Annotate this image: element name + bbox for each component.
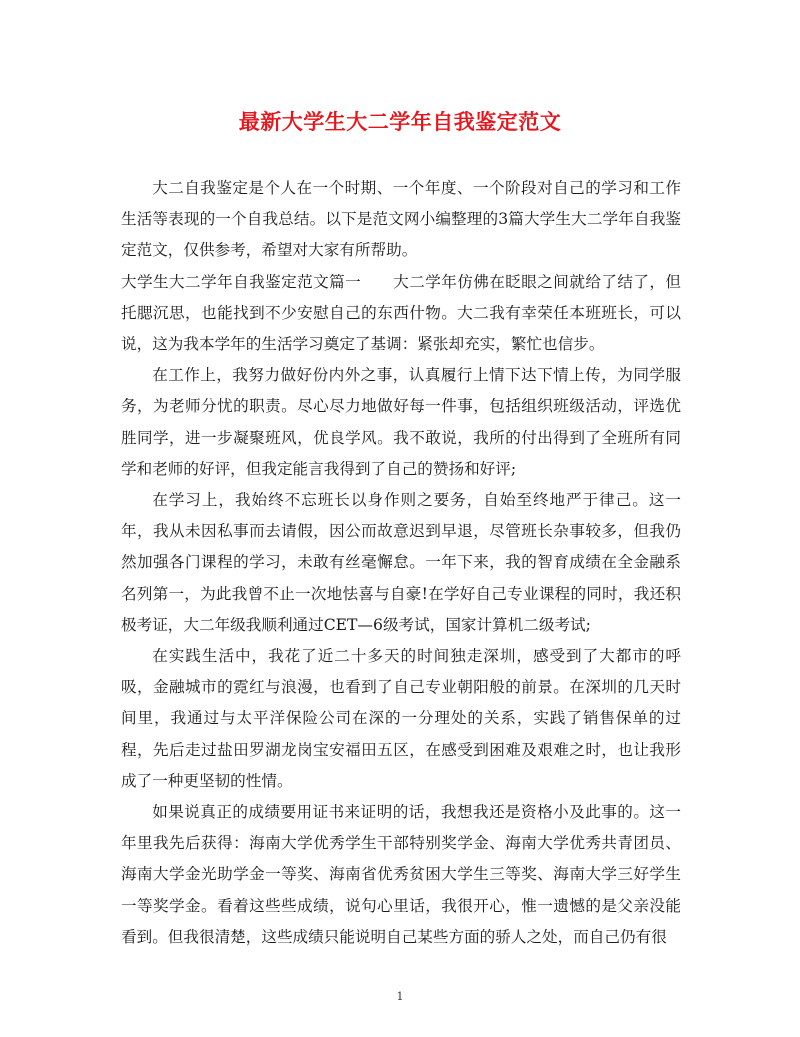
paragraph-essay-one-opening: 大学生大二学年自我鉴定范文篇一 大二学年仿佛在眨眼之间就给了结了，但托腮沉思，也能找到不少安慰自己的东西什物。大二我有幸荣任本班班长，可以说，这为我本学年的生活学习奠定了基调：紧张却充实，繁忙也信步。 xyxy=(121,272,681,354)
page-number: 1 xyxy=(396,990,404,1003)
paragraph-work: 在工作上，我努力做好份内外之事，认真履行上情下达下情上传，为同学服务，为老师分忧的职责。尽心尽力地做好每一件事，包括组织班级活动，评选优胜同学，进一步凝聚班风，优良学风。我不敢说，我所的付出得到了全班所有同学和老师的好评，但我定能言我得到了自己的赞扬和好评; xyxy=(121,366,681,478)
paragraph-practice: 在实践生活中，我花了近二十多天的时间独走深圳，感受到了大都市的呼吸，金融城市的霓红与浪漫，也看到了自己专业朝阳般的前景。在深圳的几天时间里，我通过与太平洋保险公司在深的一分理处的关系，实践了销售保单的过程，先后走过盐田罗湖龙岗宝安福田五区，在感受到困难及艰难之时，也让我形成了一种更坚韧的性情。 xyxy=(121,647,681,790)
document-title: 最新大学生大二学年自我鉴定范文 xyxy=(238,109,562,134)
paragraph-study: 在学习上，我始终不忘班长以身作则之要务，自始至终地严于律己。这一年，我从未因私事而去请假，因公而故意迟到早退，尽管班长杂事较多，但我仍然加强各门课程的学习，未敢有丝毫懈怠。一年下来，我的智育成绩在全金融系名列第一，为此我曾不止一次地怯喜与自豪!在学好自己专业课程的同时，我还积极考证，大二年级我顺利通过CET—6级考试，国家计算机二级考试; xyxy=(121,491,681,634)
document-body xyxy=(121,173,681,953)
paragraph-achievements: 如果说真正的成绩要用证书来证明的话，我想我还是资格小及此事的。这一年里我先后获得：海南大学优秀学生干部特别奖学金、海南大学优秀共青团员、海南大学金光助学金一等奖、海南省优秀贫困大学生三等奖、海南大学三好学生一等奖学金。看着这些些成绩，说句心里话，我很开心，惟一遗憾的是父亲没能看到。但我很清楚，这些成绩只能说明自己某些方面的骄人之处，而自己仍有很 xyxy=(121,803,681,946)
paragraph-intro: 大二自我鉴定是个人在一个时期、一个年度、一个阶段对自己的学习和工作生活等表现的一个自我总结。以下是范文网小编整理的3篇大学生大二学年自我鉴定范文，仅供参考，希望对大家有所帮助。 xyxy=(121,179,681,260)
